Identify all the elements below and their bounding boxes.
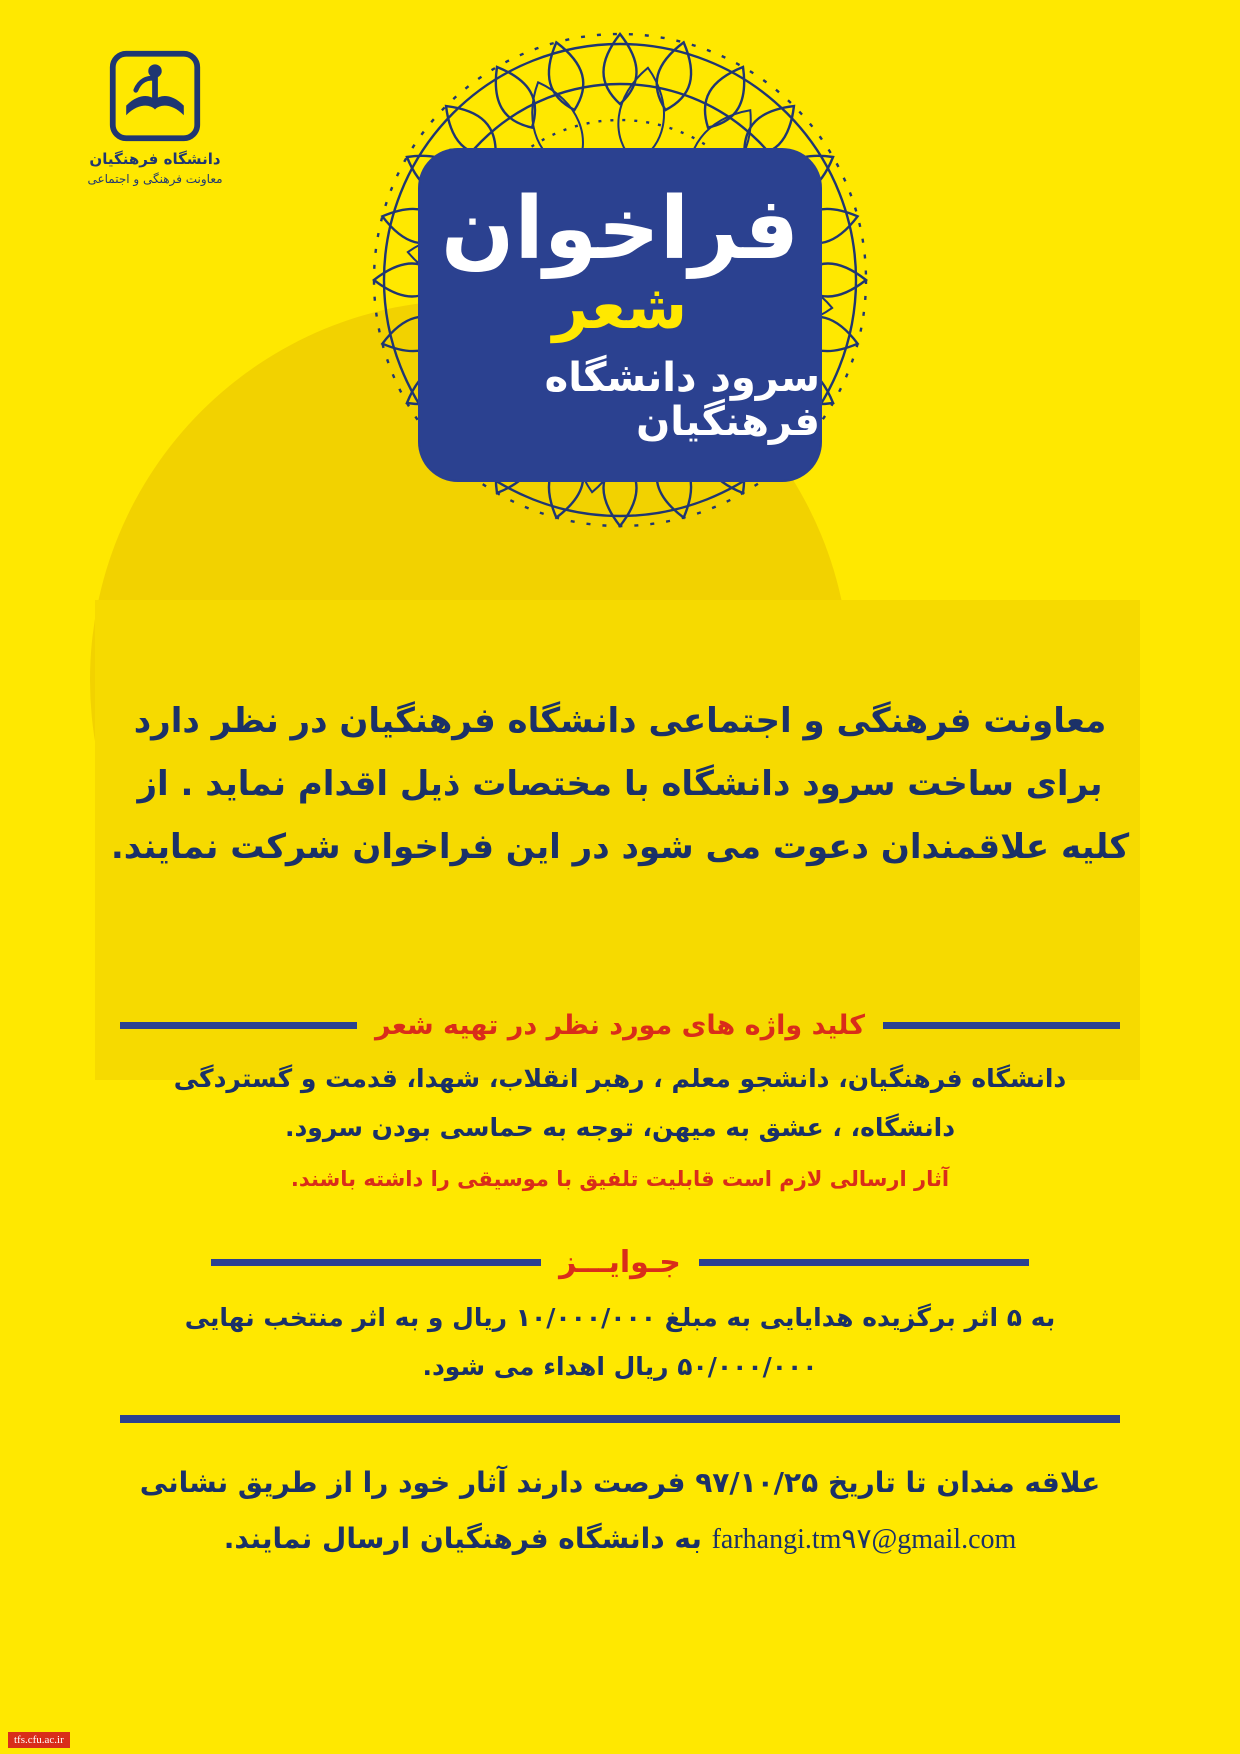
title-line-2: شعر (552, 270, 688, 343)
divider-wrapper (0, 1415, 1240, 1423)
section-rule-left (120, 1022, 357, 1029)
section-rule-right (883, 1022, 1120, 1029)
section-prizes-header (120, 1245, 1120, 1280)
section-keywords-title: کلید واژه های مورد نظر در تهیه شعر (375, 1010, 865, 1041)
title-card (420, 150, 820, 480)
section-rule-left (211, 1259, 541, 1266)
contact-line-1: علاقه مندان تا تاریخ ۹۷/۱۰/۲۵ فرصت دارند آثار خود را از طریق نشانی (139, 1466, 1101, 1499)
section-prizes-title: جـوایـــز (559, 1245, 681, 1280)
intro-paragraph: معاونت فرهنگی و اجتماعی دانشگاه فرهنگیان در نظر دارد برای ساخت سرود دانشگاه با مختصات ذیل اقدام نماید . از کلیه علاقمندان دعوت می شود در این فراخوان شرکت نمایند. (110, 701, 1130, 867)
section-keywords (0, 1010, 1240, 1198)
section-divider (120, 1415, 1120, 1423)
contact-email[interactable]: farhangi.tm۹۷@gmail.com (711, 1524, 1017, 1555)
university-logo (60, 48, 250, 186)
title-line-3: سرود دانشگاه فرهنگیان (544, 355, 820, 445)
open-book-emblem-icon (107, 48, 203, 144)
section-prizes-body: به ۵ اثر برگزیده هدایایی به مبلغ ۱۰/۰۰۰/۰۰۰ ریال و به اثر منتخب نهایی ۵۰/۰۰۰/۰۰۰ ریال اهداء می شود. (184, 1303, 1056, 1381)
section-rule-right (699, 1259, 1029, 1266)
section-keywords-body: دانشگاه فرهنگیان، دانشجو معلم ، رهبر انقلاب، شهدا، قدمت و گستردگی دانشگاه، ، عشق به میهن، توجه به حماسی بودن سرود. (173, 1064, 1067, 1142)
contact-line-2: به دانشگاه فرهنگیان ارسال نمایند. (223, 1522, 702, 1555)
logo-title: دانشگاه فرهنگیان (89, 150, 221, 168)
title-line-1: فراخوان (440, 179, 800, 279)
footer-url-badge[interactable]: tfs.cfu.ac.ir (8, 1732, 70, 1748)
section-keywords-note: آثار ارسالی لازم است قابلیت تلفیق با موسیقی را داشته باشند. (290, 1166, 950, 1191)
section-keywords-header (120, 1010, 1120, 1041)
section-prizes (0, 1245, 1240, 1392)
logo-subtitle: معاونت فرهنگی و اجتماعی (87, 172, 223, 186)
contact-paragraph (0, 1455, 1240, 1568)
